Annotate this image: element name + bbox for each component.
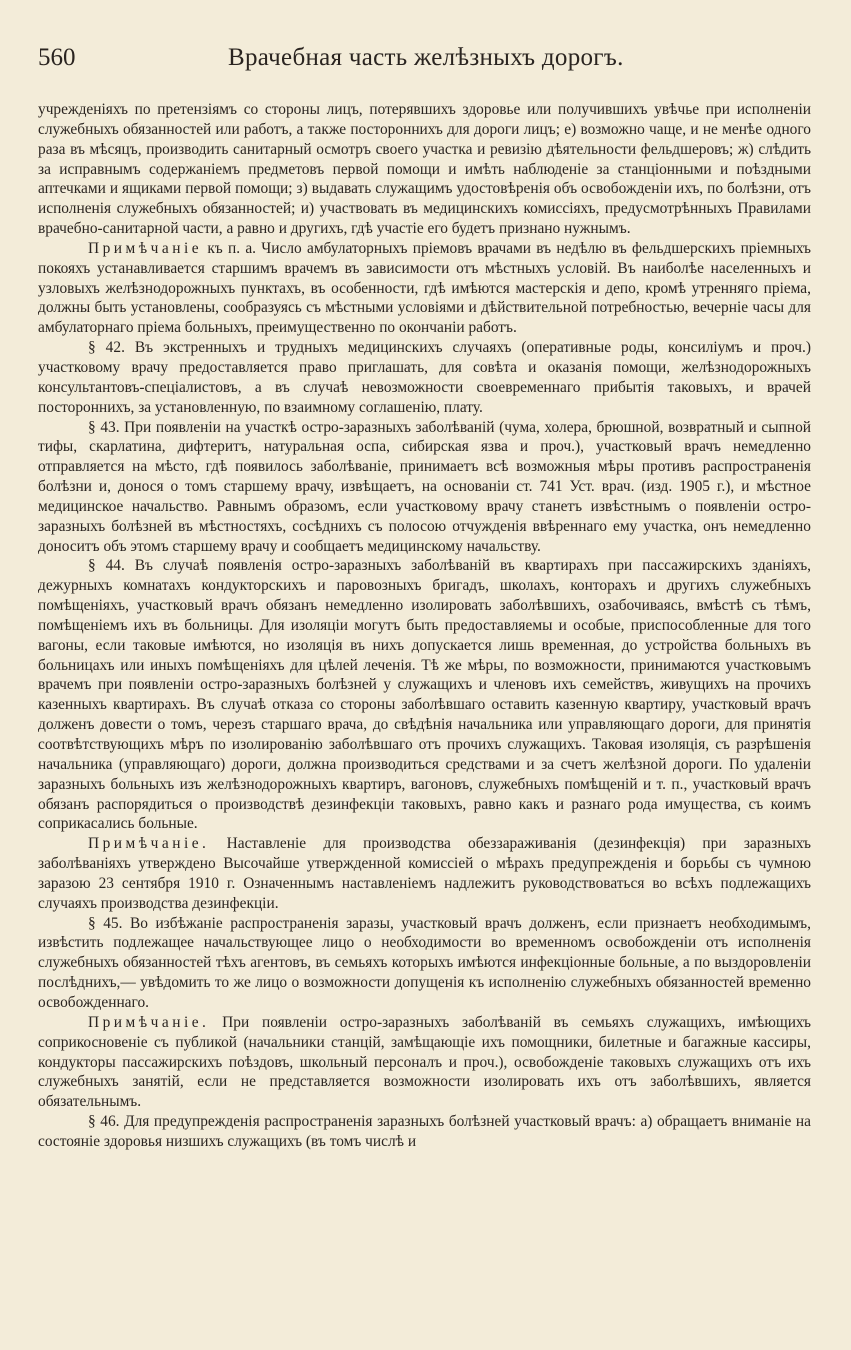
section-number: § 42. (88, 339, 125, 357)
note-paragraph (38, 834, 811, 913)
note-heading: Примѣчаніе. (88, 835, 210, 853)
note-paragraph (38, 1013, 811, 1112)
paragraph-text: Въ случаѣ появленія остро-заразныхъ заболѣваній въ квартирахъ при пассажирскихъ зданіяхъ, дежурныхъ комнатахъ кондукторскихъ и паровозныхъ бригадъ, школахъ, конторахъ и другихъ служебныхъ помѣщеніяхъ, участковый врачъ обязанъ немедленно изолировать заболѣвшихъ, озабочиваясь, вмѣстѣ съ тѣмъ, помѣщеніемъ ихъ въ больницы. Для изоляціи могутъ быть предоставляемы и особые, приспособленные для того вагоны, если таковые имѣются, но изоляція въ нихъ допускается лишь временная, до устройства больныхъ въ больницахъ или иныхъ помѣщеніяхъ для цѣлей леченія. Тѣ же мѣры, по возможности, принимаются участковымъ врачемъ при появленіи остро-заразныхъ болѣзней у служащихъ и членовъ ихъ семействъ, живущихъ на прочихъ казенныхъ квартирахъ. Въ случаѣ отказа со стороны заболѣвшаго оставить казенную квартиру, участковый врачъ долженъ довести о томъ, черезъ старшаго врача, до свѣдѣнія начальника или управляющаго дороги, для принятія соотвѣтствующихъ мѣръ по изолированію заболѣвшаго отъ прочихъ служащихъ. Таковая изоляція, съ разрѣшенія начальника (управляющаго) дороги, должна производиться средствами и за счетъ желѣзной дороги. По удаленіи заразныхъ больныхъ изъ желѣзнодорожныхъ квартиръ, вагоновъ, служебныхъ помѣщеній и т. п., участковый врачъ обязанъ распорядиться о производствѣ дезинфекціи таковыхъ, равно какъ и разнаго рода имущества, съ коимъ соприкасались больные. (38, 557, 812, 833)
paragraph-text: учрежденіяхъ по претензіямъ со стороны лицъ, потерявшихъ здоровье или получившихъ увѣчье при исполненіи служебныхъ обязанностей или работъ, а также постороннихъ для дороги лицъ; е) возможно чаще, и не менѣе одного раза въ мѣсяцъ, производить санитарный осмотръ своего участка и ревизію дѣятельности фельдшеровъ; ж) слѣдить за исправнымъ содержаніемъ предметовъ первой помощи и имѣть наблюденіе за станціонными и поѣздными аптечками и ящиками первой помощи; з) выдавать служащимъ удостовѣренія объ освобожденіи ихъ, по болѣзни, отъ исполненія служебныхъ обязанностей; и) участвовать въ медицинскихъ комиссіяхъ, предусмотрѣнныхъ Правилами врачебно-санитарной части, а равно и другихъ, гдѣ участіе его будетъ признано нужнымъ. (38, 101, 811, 238)
section-43 (38, 418, 811, 557)
paragraph-text: къ п. а. Число амбулаторныхъ пріемовъ врачами въ недѣлю въ фельдшерскихъ пріемныхъ покояхъ устанавливается старшимъ врачемъ въ зависимости отъ мѣстныхъ условій. Въ наиболѣе населенныхъ и узловыхъ желѣзнодорожныхъ пунктахъ, въ особенности, гдѣ имѣются мастерскія и депо, кромѣ утренняго пріема, должны быть установлены, сообразуясь съ мѣстными условіями и дѣйствительной потребностью, вечерніе часы для амбулаторнаго пріема больныхъ, преимущественно по окончаніи работъ. (38, 239, 811, 337)
section-44 (38, 556, 811, 834)
paragraph-continuation (38, 100, 811, 239)
section-45 (38, 914, 811, 1013)
section-number: § 44. (88, 557, 125, 575)
page-number: 560 (38, 44, 76, 71)
note-heading: Примѣчаніе (88, 239, 203, 257)
section-42 (38, 338, 811, 417)
section-number: § 43. (88, 418, 120, 436)
section-46 (38, 1112, 811, 1152)
paragraph-text: При появленіи на участкѣ остро-заразныхъ заболѣваній (чума, холера, брюшной, возвратный и сыпной тифы, скарлатина, дифтеритъ, натуральная оспа, сибирская язва и проч.), участковый врачъ немедленно отправляется на мѣсто, гдѣ появилось заболѣваніе, принимаетъ всѣ возможныя мѣры противъ распространенія болѣзни и, донося о томъ старшему врачу, извѣщаетъ, на основаніи ст. 741 Уст. врач. (изд. 1905 г.), и мѣстное медицинское начальство. Равнымъ образомъ, если участковому врачу станетъ извѣстнымъ о появленіи остро-заразныхъ болѣзней въ мѣстностяхъ, сосѣднихъ съ полосою отчужденія ввѣреннаго ему участка, онъ немедленно доноситъ объ этомъ старшему врачу и сообщаетъ медицинскому начальству. (38, 418, 811, 555)
paragraph-text: При появленіи остро-заразныхъ заболѣваній въ семьяхъ служащихъ, имѣющихъ соприкосновеніе съ публикой (начальники станцій, замѣщающіе ихъ помощники, билетные и багажные кассиры, кондукторы пассажирскихъ поѣздовъ, школьный персоналъ и проч.), освобожденіе таковыхъ служащихъ отъ ихъ служебныхъ занятій, если не представляется возможности изолировать ихъ отъ заболѣвшихъ, является обязательнымъ. (38, 1013, 811, 1111)
section-number: § 45. (88, 914, 123, 932)
section-number: § 46. (88, 1113, 120, 1131)
page-header (38, 44, 811, 86)
paragraph-text: Наставленіе для производства обеззараживанія (дезинфекція) при заразныхъ заболѣваніяхъ утверждено Высочайше утвержденной комиссіей о мѣрахъ предупрежденія и борьбы съ чумною заразою 23 сентября 1910 г. Означеннымъ наставленіемъ надлежитъ руководствоваться во всѣхъ подлежащихъ случаяхъ производства дезинфекціи. (38, 835, 811, 912)
paragraph-text: Для предупрежденія распространенія заразныхъ болѣзней участковый врачъ: а) обращаетъ вниманіе на состояніе здоровья низшихъ служащихъ (въ томъ числѣ и (38, 1113, 812, 1150)
note-paragraph (38, 239, 811, 338)
page-body (38, 100, 811, 1152)
note-heading: Примѣчаніе. (88, 1013, 210, 1031)
paragraph-text: Во избѣжаніе распространенія заразы, участковый врачъ долженъ, если признаетъ необходимымъ, извѣстить подлежащее начальствующее лицо о необходимости во временномъ освобожденіи отъ исполненія служебныхъ обязанностей тѣхъ агентовъ, въ семьяхъ которыхъ имѣются инфекціонные больные, а по выздоровленіи послѣднихъ,— увѣдомить то же лицо о возможности допущенія къ исполненію служебныхъ обязанностей временно освобожденнаго. (38, 914, 811, 1011)
paragraph-text: Въ экстренныхъ и трудныхъ медицинскихъ случаяхъ (оперативные роды, консиліумъ и проч.) участковому врачу предоставляется право приглашать, для совѣта и оказанія помощи, желѣзнодорожныхъ консультантовъ-спеціалистовъ, а въ случаѣ невозможности своевременнаго прибытія таковыхъ, и врачей постороннихъ, за установленную, по взаимному соглашенію, плату. (38, 339, 812, 416)
running-title: Врачебная часть желѣзныхъ дорогъ. (228, 44, 624, 71)
